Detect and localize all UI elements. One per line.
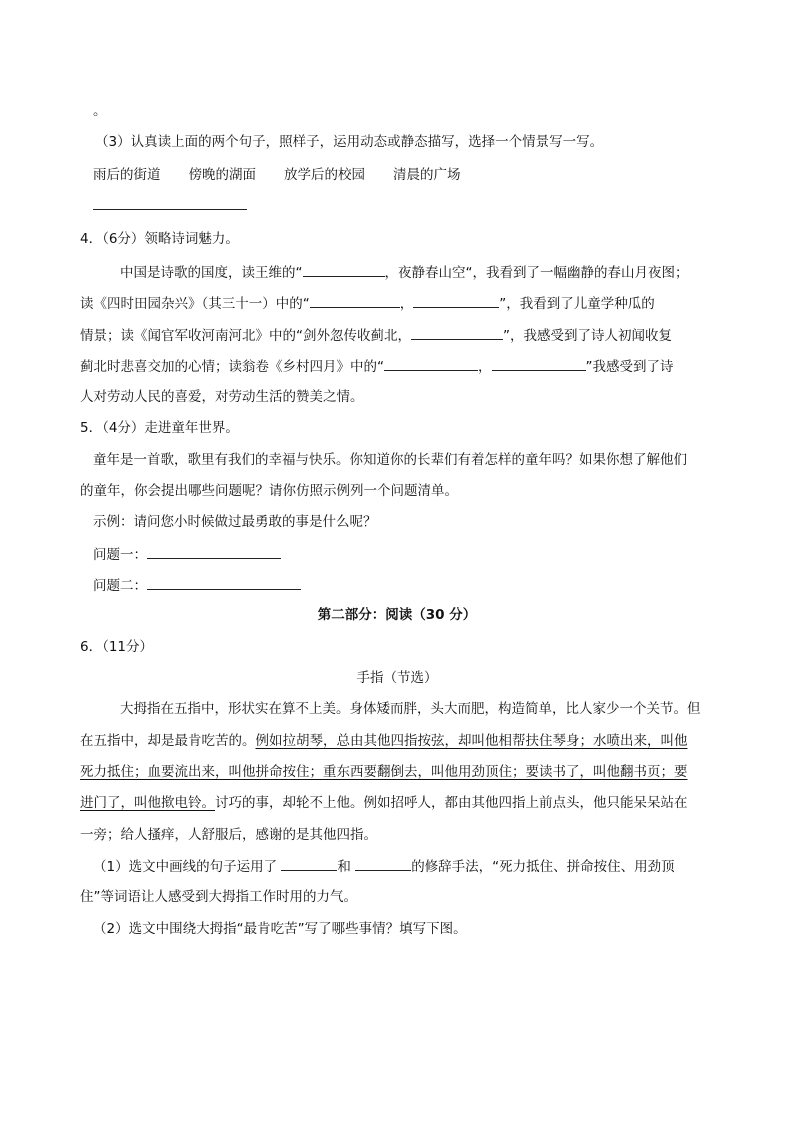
q3-answer-line[interactable] bbox=[93, 196, 247, 215]
passage-title: 手指（节选） bbox=[356, 670, 438, 686]
answer-blank[interactable] bbox=[303, 263, 385, 277]
answer-blank[interactable] bbox=[384, 357, 478, 371]
q5-question-2: 问题二： bbox=[93, 576, 301, 595]
scene-item: 雨后的街道 bbox=[93, 167, 161, 183]
passage-line-5: 一旁；给人搔痒，人舒服后，感谢的是其他四指。 bbox=[80, 827, 377, 843]
q3-scene-list bbox=[93, 166, 461, 184]
answer-blank[interactable] bbox=[147, 576, 301, 590]
q5-header: 5．（4分）走进童年世界。 bbox=[80, 420, 239, 436]
passage-line-4: 进门了，叫他揿电铃。讨巧的事，却轮不上他。例如招呼人，都由其他四指上前点头，他只能呆呆站在 bbox=[80, 795, 688, 811]
q4-line-3: 情景；读《闻官军收河南河北》中的“剑外忽传收蓟北， ”，我感受到了诗人初闻收复 bbox=[80, 328, 672, 344]
passage-line-3: 死力抵住；血要流出来，叫他拼命按住；重东西要翻倒去，叫他用劲顶住；要读书了，叫他翻书页；要 bbox=[80, 764, 688, 780]
q6-sub-2: （2）选文中围绕大拇指“最肯吃苦”写了哪些事情？填写下图。 bbox=[93, 921, 467, 937]
q4-header: 4．（6分）领略诗词魅力。 bbox=[80, 231, 239, 247]
underlined-sentence: 进门了，叫他揿电铃。 bbox=[80, 795, 215, 811]
answer-blank[interactable] bbox=[413, 294, 499, 308]
q3-sub-prompt: （3）认真读上面的两个句子，照样子，运用动态或静态描写，选择一个情景写一写。 bbox=[95, 134, 604, 150]
top-dot: 。 bbox=[93, 103, 107, 119]
passage-line-2: 在五指中，却是最肯吃苦的。例如拉胡琴，总由其他四指按弦，却叫他相帮扶住琴身；水喷出来，叫他 bbox=[80, 733, 688, 749]
part2-title: 第二部分：阅读（30 分） bbox=[317, 607, 477, 623]
scene-item: 清晨的广场 bbox=[393, 167, 461, 183]
q5-line-2: 的童年，你会提出哪些问题呢？请你仿照示例列一个问题清单。 bbox=[80, 483, 458, 499]
q4-line-4: 蓟北时悲喜交加的心情；读翁卷《乡村四月》中的“ ， ”我感受到了诗 bbox=[80, 359, 674, 375]
q4-line-2: 读《四时田园杂兴》（其三十一）中的“ ， ”，我看到了儿童学种瓜的 bbox=[80, 296, 655, 312]
passage-line-1: 大拇指在五指中，形状实在算不上美。身体矮而胖，头大而肥，构造简单，比人家少一个关节。但 bbox=[120, 701, 701, 717]
q6-header: 6．（11分） bbox=[80, 639, 154, 655]
q5-line-1: 童年是一首歌，歌里有我们的幸福与快乐。你知道你的长辈们有着怎样的童年吗？如果你想了解他们 bbox=[93, 452, 687, 468]
q5-example: 示例：请问您小时候做过最勇敢的事是什么呢？ bbox=[93, 514, 377, 530]
answer-blank[interactable] bbox=[355, 857, 411, 871]
answer-blank[interactable] bbox=[281, 857, 337, 871]
q4-line-5: 人对劳动人民的喜爱，对劳动生活的赞美之情。 bbox=[80, 389, 364, 405]
underlined-sentence: 例如拉胡琴，总由其他四指按弦，却叫他相帮扶住琴身；水喷出来，叫他 bbox=[255, 733, 688, 749]
scene-item: 放学后的校园 bbox=[284, 167, 365, 183]
answer-blank[interactable] bbox=[147, 545, 281, 559]
q6-sub-1-cont: 住”等词语让人感受到大拇指工作时用的力气。 bbox=[80, 889, 357, 905]
answer-blank[interactable] bbox=[310, 294, 400, 308]
answer-blank[interactable] bbox=[411, 326, 503, 340]
q5-question-1: 问题一： bbox=[93, 545, 281, 564]
q4-line-1: 中国是诗歌的国度，读王维的“ ，夜静春山空“，我看到了一幅幽静的春山月夜图； bbox=[120, 265, 689, 281]
answer-blank[interactable] bbox=[492, 357, 586, 371]
q6-sub-1: （1）选文中画线的句子运用了 和 的修辞手法，“死力抵住、拼命按住、用劲顶 bbox=[93, 859, 675, 875]
scene-item: 傍晚的湖面 bbox=[188, 167, 256, 183]
